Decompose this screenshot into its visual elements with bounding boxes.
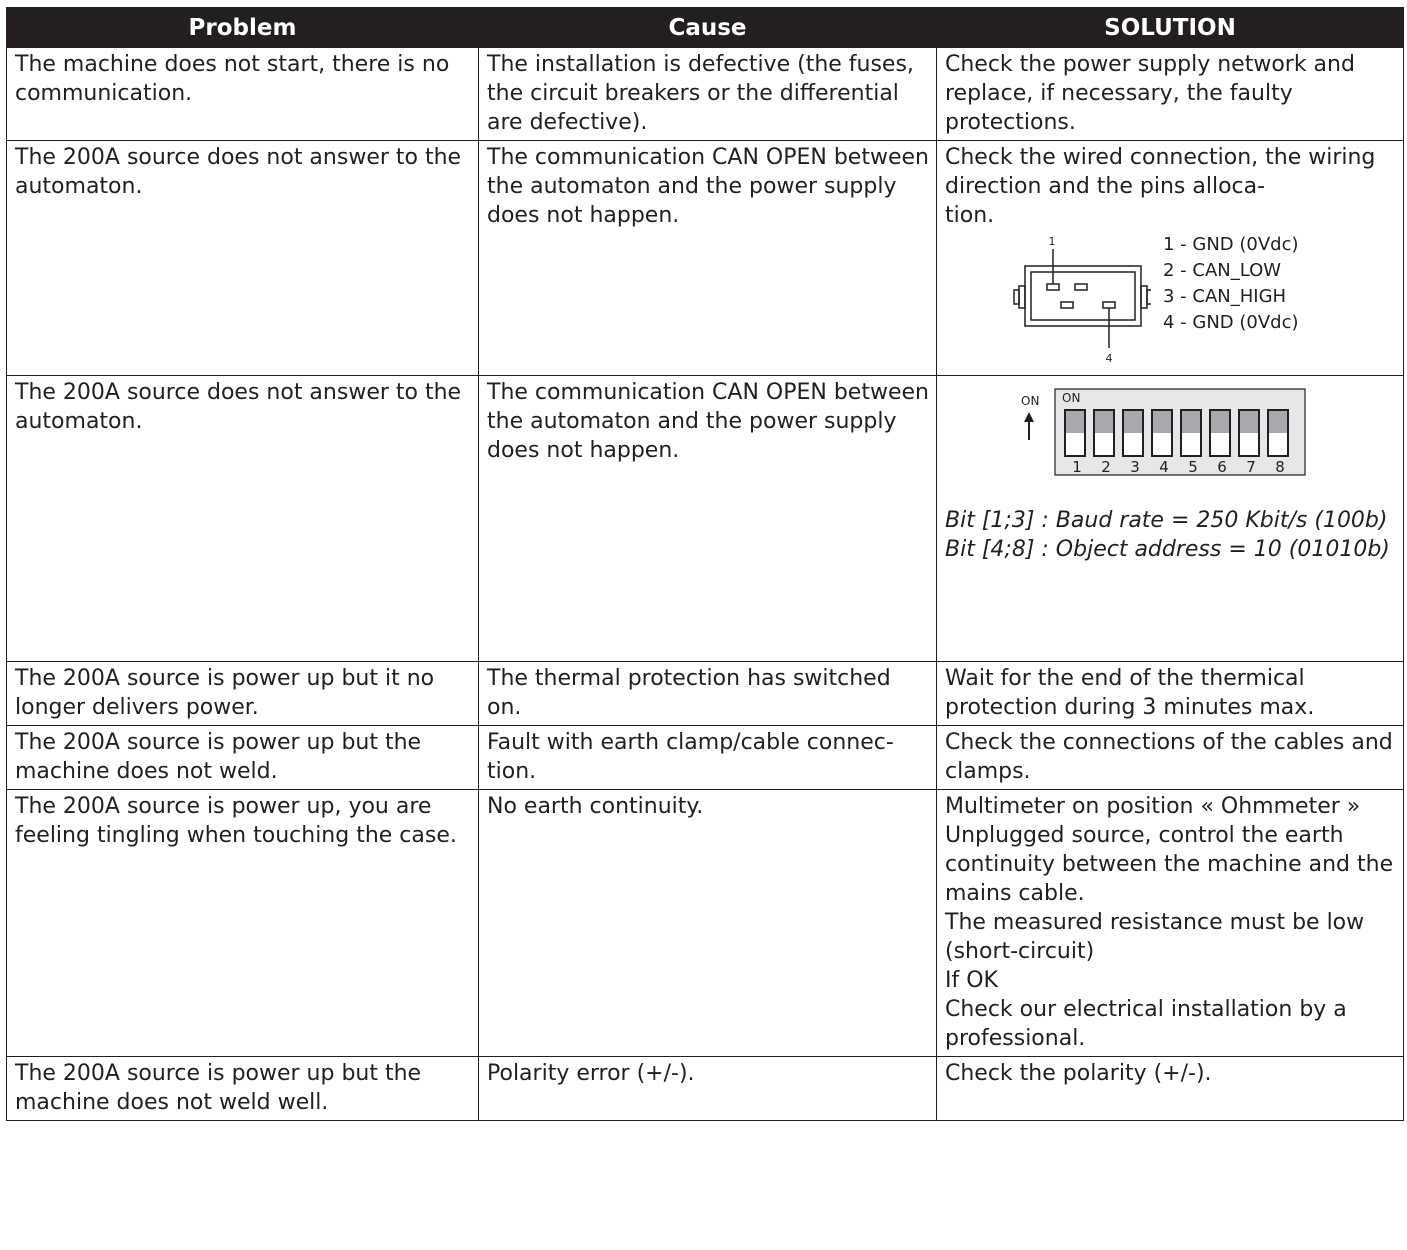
problem-text: The 200A source is power up but the machine does not weld well. xyxy=(15,1061,422,1115)
table-row xyxy=(7,662,1404,726)
problem-text: The 200A source does not answer to the automaton. xyxy=(15,145,462,199)
object-address-note: Bit [4;8] : Object address = 10 (01010b) xyxy=(945,537,1390,562)
troubleshooting-table xyxy=(6,7,1404,1121)
cause-cell xyxy=(479,662,937,726)
dip-switch-lever xyxy=(1153,411,1171,433)
solution-cell xyxy=(937,662,1404,726)
header-solution: SOLUTION xyxy=(937,8,1404,48)
pin-label: 1 - GND (0Vdc) xyxy=(1163,234,1299,255)
solution-text: Multimeter on position « Ohmmeter » Unplugged source, control the earth continuity between the machine and the mains cable. The measured resistance must be low (short-circuit) If OK Check our electrical installation by a professional. xyxy=(945,794,1394,1051)
baud-rate-note: Bit [1;3] : Baud rate = 250 Kbit/s (100b) xyxy=(945,508,1388,533)
cause-text: Polarity error (+/-). xyxy=(487,1061,695,1086)
dip-switch-lever xyxy=(1182,411,1200,433)
problem-cell xyxy=(7,1057,479,1121)
solution-text: Wait for the end of the thermical protection during 3 minutes max. xyxy=(945,666,1315,720)
dip-switch-lever xyxy=(1124,411,1142,433)
solution-cell xyxy=(937,790,1404,1057)
solution-cell xyxy=(937,141,1404,376)
cause-cell xyxy=(479,141,937,376)
dip-switch-number: 6 xyxy=(1217,458,1227,476)
cause-text: The thermal protection has switched on. xyxy=(487,666,891,720)
dip-switch-number: 1 xyxy=(1072,458,1082,476)
problem-cell xyxy=(7,376,479,662)
cause-cell xyxy=(479,48,937,141)
switch-on-label: ON xyxy=(1062,391,1081,405)
problem-text: The 200A source is power up but the machine does not weld. xyxy=(15,730,422,784)
dip-switch-number: 3 xyxy=(1130,458,1140,476)
problem-text: The 200A source does not answer to the automaton. xyxy=(15,380,462,434)
solution-text: Check the polarity (+/-). xyxy=(945,1061,1212,1086)
problem-cell xyxy=(7,662,479,726)
dip-switch-lever xyxy=(1066,411,1084,433)
solution-cell xyxy=(937,1057,1404,1121)
connector-diagram xyxy=(945,232,1397,372)
table-row xyxy=(7,726,1404,790)
problem-cell xyxy=(7,141,479,376)
cause-text: The installation is defective (the fuses, the circuit breakers or the differential are defective). xyxy=(487,52,914,135)
pin-callout-bottom: 4 xyxy=(1105,352,1113,365)
table-header-row xyxy=(7,8,1404,48)
dip-switch-lever xyxy=(1095,411,1113,433)
dip-switch-number: 8 xyxy=(1275,458,1285,476)
dip-switch-lever xyxy=(1269,411,1287,433)
cause-text: No earth continuity. xyxy=(487,794,704,819)
problem-text: The 200A source is power up but it no longer delivers power. xyxy=(15,666,435,720)
header-cause: Cause xyxy=(479,8,937,48)
problem-text: The 200A source is power up, you are feeling tingling when touching the case. xyxy=(15,794,457,848)
dip-switch-icon xyxy=(1015,386,1315,486)
cause-text: Fault with earth clamp/cable connec- tion. xyxy=(487,730,894,784)
dip-switch-diagram xyxy=(945,386,1397,506)
cause-cell xyxy=(479,726,937,790)
problem-cell xyxy=(7,726,479,790)
on-arrow-label: ON xyxy=(1021,394,1040,408)
header-problem: Problem xyxy=(7,8,479,48)
problem-cell xyxy=(7,48,479,141)
troubleshooting-page xyxy=(6,7,1403,1121)
problem-text: The machine does not start, there is no communication. xyxy=(15,52,450,106)
table-row xyxy=(7,48,1404,141)
pin-label: 4 - GND (0Vdc) xyxy=(1163,312,1299,333)
table-row xyxy=(7,790,1404,1057)
solution-text: Check the power supply network and replace, if necessary, the faulty protections. xyxy=(945,52,1355,135)
cause-cell xyxy=(479,1057,937,1121)
dip-switch-number: 2 xyxy=(1101,458,1111,476)
pin-label: 3 - CAN_HIGH xyxy=(1163,286,1287,307)
cause-cell xyxy=(479,790,937,1057)
dip-switch-lever xyxy=(1211,411,1229,433)
dip-switch-lever xyxy=(1240,411,1258,433)
dip-switch-number: 5 xyxy=(1188,458,1198,476)
table-row xyxy=(7,141,1404,376)
connector-pinout-icon xyxy=(1011,232,1151,372)
pin-label: 2 - CAN_LOW xyxy=(1163,260,1282,281)
problem-cell xyxy=(7,790,479,1057)
solution-cell xyxy=(937,726,1404,790)
cause-text: The communication CAN OPEN between the automaton and the power supply does not happen. xyxy=(487,380,929,463)
table-row xyxy=(7,376,1404,662)
cause-cell xyxy=(479,376,937,662)
dip-switch-number: 4 xyxy=(1159,458,1169,476)
pin-legend xyxy=(1163,232,1299,336)
dip-switch-number: 7 xyxy=(1246,458,1256,476)
table-row xyxy=(7,1057,1404,1121)
solution-cell xyxy=(937,376,1404,662)
pin-callout-top: 1 xyxy=(1048,235,1056,248)
solution-text: Check the wired connection, the wiring direction and the pins alloca- tion. xyxy=(945,145,1376,228)
cause-text: The communication CAN OPEN between the automaton and the power supply does not happen. xyxy=(487,145,929,228)
solution-text: Check the connections of the cables and clamps. xyxy=(945,730,1393,784)
solution-cell xyxy=(937,48,1404,141)
